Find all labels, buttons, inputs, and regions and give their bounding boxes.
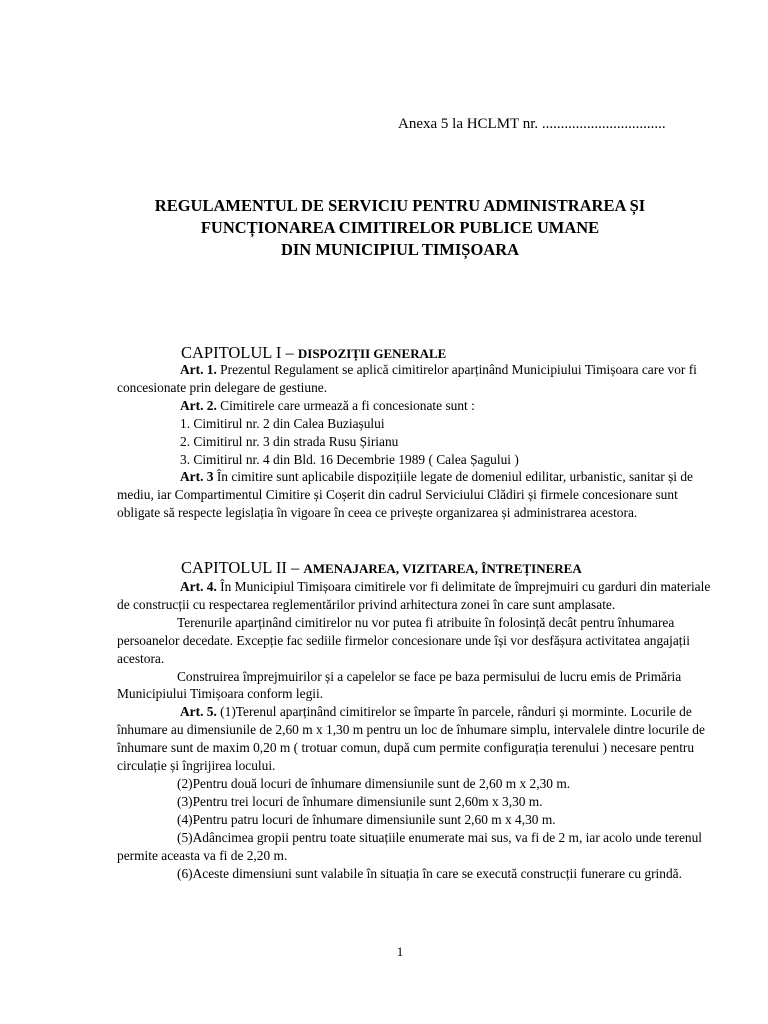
chapter-1-heading bbox=[181, 343, 446, 363]
article-5-text: (1)Terenul aparținând cimitirelor se împarte în parcele, rânduri și morminte. Locurile de înhumare au dimensiunile de 2,60 m x 1,30 m pentru un loc de înhumare simplu, intervalele dintre locurile de înhumare sunt de maxim 0,20 m ( trotuar comun, după cum permite configurația terenului ) necesare pentru circulație și îngrijirea locului. bbox=[117, 704, 705, 774]
document-title bbox=[0, 195, 768, 261]
article-3-label: Art. 3 bbox=[180, 469, 214, 485]
cemetery-item: 2. Cimitirul nr. 3 din strada Rusu Șirianu bbox=[180, 433, 399, 449]
title-line-2: FUNCȚIONAREA CIMITIRELOR PUBLICE UMANE bbox=[200, 218, 600, 237]
article-5-label: Art. 5. bbox=[180, 704, 217, 720]
article-5 bbox=[117, 703, 717, 775]
chapter-1-title: CAPITOLUL I – bbox=[181, 343, 298, 362]
article-5-paragraph-5: (5)Adâncimea gropii pentru toate situațiile enumerate mai sus, va fi de 2 m, iar acolo unde terenul permite aceasta va fi de 2,20 m. bbox=[117, 829, 703, 863]
article-2 bbox=[117, 397, 717, 415]
chapter-2-heading bbox=[181, 558, 582, 578]
chapter-2-body bbox=[117, 578, 717, 882]
article-4-label: Art. 4. bbox=[180, 579, 217, 594]
chapter-1-subtitle: DISPOZIȚII GENERALE bbox=[297, 346, 447, 361]
article-5-paragraph-2: (2)Pentru două locuri de înhumare dimensiunile sunt de 2,60 m x 2,30 m. bbox=[177, 775, 571, 791]
annex-reference: Anexa 5 la HCLMT nr. ................................. bbox=[398, 116, 666, 132]
cemetery-item: 1. Cimitirul nr. 2 din Calea Buziașului bbox=[180, 415, 385, 431]
article-4-text: În Municipiul Timișoara cimitirele vor fi delimitate de împrejmuiri cu garduri din materiale de construcții cu respectarea reglementărilor privind arhitectura zonei în care sunt amplasate. bbox=[117, 579, 711, 612]
article-2-text: Cimitirele care urmează a fi concesionate sunt : bbox=[216, 397, 475, 413]
article-1 bbox=[117, 361, 717, 397]
article-4 bbox=[117, 578, 717, 614]
chapter-2-subtitle: AMENAJAREA, VIZITAREA, ÎNTREȚINEREA bbox=[303, 561, 582, 576]
chapter-1-body bbox=[117, 361, 717, 522]
title-line-3: DIN MUNICIPIUL TIMIȘOARA bbox=[280, 240, 520, 259]
article-1-text: Prezentul Regulament se aplică cimitirelor aparținând Municipiului Timișoara care vor fi concesionate prin delegare de gestiune. bbox=[117, 362, 697, 395]
page-number: 1 bbox=[396, 944, 404, 959]
article-5-paragraph-3: (3)Pentru trei locuri de înhumare dimensiunile sunt 2,60m x 3,30 m. bbox=[177, 793, 543, 809]
chapter-2-title: CAPITOLUL II – bbox=[181, 558, 304, 577]
article-5-paragraph-6: (6)Aceste dimensiuni sunt valabile în situația în care se execută construcții funerare cu grindă. bbox=[177, 865, 682, 881]
article-3-text: În cimitire sunt aplicabile dispozițiile legate de domeniul edilitar, urbanistic, sanitar și de mediu, iar Compartimentul Cimitire și Coșerit din cadrul Serviciului Clădiri și firmele concesionare sunt obligate să respecte legislația în vigoare în ceea ce privește organizarea și administrarea acestora. bbox=[117, 469, 693, 521]
article-2-label: Art. 2. bbox=[180, 397, 217, 413]
article-5-paragraph-4: (4)Pentru patru locuri de înhumare dimensiunile sunt 2,60 m x 4,30 m. bbox=[177, 811, 556, 827]
cemetery-item: 3. Cimitirul nr. 4 din Bld. 16 Decembrie 1989 ( Calea Șagului ) bbox=[180, 451, 519, 467]
article-1-label: Art. 1. bbox=[180, 362, 217, 377]
title-line-1: REGULAMENTUL DE SERVICIU PENTRU ADMINISTRAREA ȘI bbox=[154, 196, 646, 215]
article-4-paragraph-2: Terenurile aparținând cimitirelor nu vor putea fi atribuite în folosință decât pentru înhumarea persoanelor decedate. Excepție fac sediile firmelor concesionare unde își vor desfășura activitatea angajații acestora. bbox=[117, 614, 690, 666]
article-3 bbox=[117, 468, 717, 522]
article-4-paragraph-3: Construirea împrejmuirilor și a capelelor se face pe baza permisului de lucru emis de Primăria Municipiului Timișoara conform legii. bbox=[117, 668, 682, 702]
